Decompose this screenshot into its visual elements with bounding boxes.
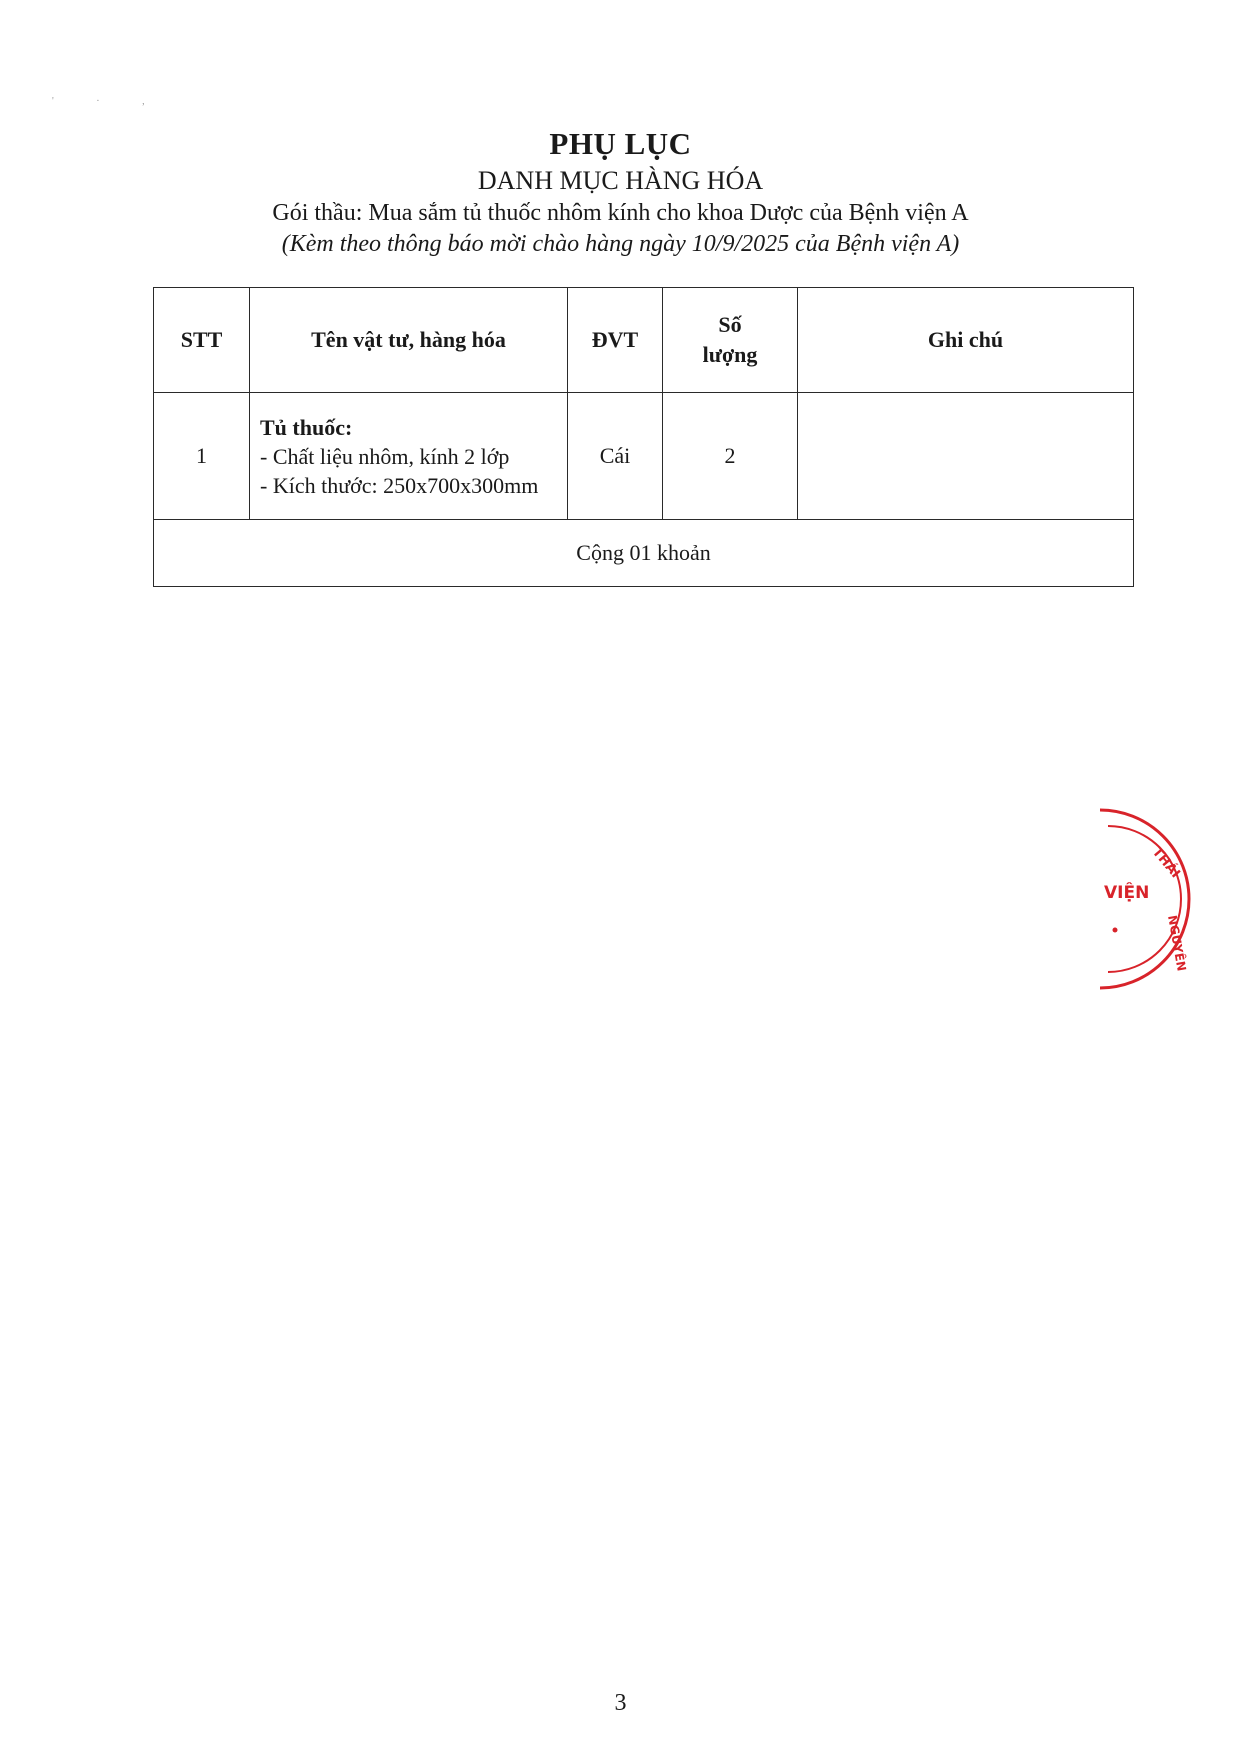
scan-artifact: ' · , [52,96,165,107]
item-title: Tủ thuốc: [260,414,353,440]
header-qty-line1: Số [718,312,742,337]
header-qty-line2: lượng [702,342,758,367]
header-qty [663,288,798,393]
stamp-text-middle: VIỆN [1104,883,1150,903]
cell-qty: 2 [663,393,798,520]
cell-total: Cộng 01 khoản [154,520,1134,587]
cell-note [798,393,1134,520]
document-subtitle: DANH MỤC HÀNG HÓA [477,166,764,195]
header-unit: ĐVT [568,288,663,393]
header-name: Tên vật tư, hàng hóa [250,288,568,393]
stamp-text-top: THÁI [1148,844,1183,882]
header-note: Ghi chú [798,288,1134,393]
document-title: PHỤ LỤC [549,126,692,161]
page-number: 3 [614,1690,627,1716]
package-line: Gói thầu: Mua sắm tủ thuốc nhôm kính cho khoa Dược của Bệnh viện A [272,200,969,226]
item-spec-size: - Kích thước: 250x700x300mm [260,472,539,498]
goods-table [153,287,1134,587]
table-header-row [154,288,1134,393]
table-total-row [154,520,1134,587]
red-seal-stamp [1060,800,1210,1000]
cell-stt: 1 [154,393,250,520]
header-stt: STT [154,288,250,393]
table-row [154,393,1134,520]
item-spec-material: - Chất liệu nhôm, kính 2 lớp [260,443,510,469]
document-heading [0,124,1241,260]
stamp-text-side: NGUYÊN [1165,914,1189,973]
cell-unit: Cái [568,393,663,520]
note-line: (Kèm theo thông báo mời chào hàng ngày 10/9/2025 của Bệnh viện A) [281,231,960,257]
cell-name [250,393,568,520]
